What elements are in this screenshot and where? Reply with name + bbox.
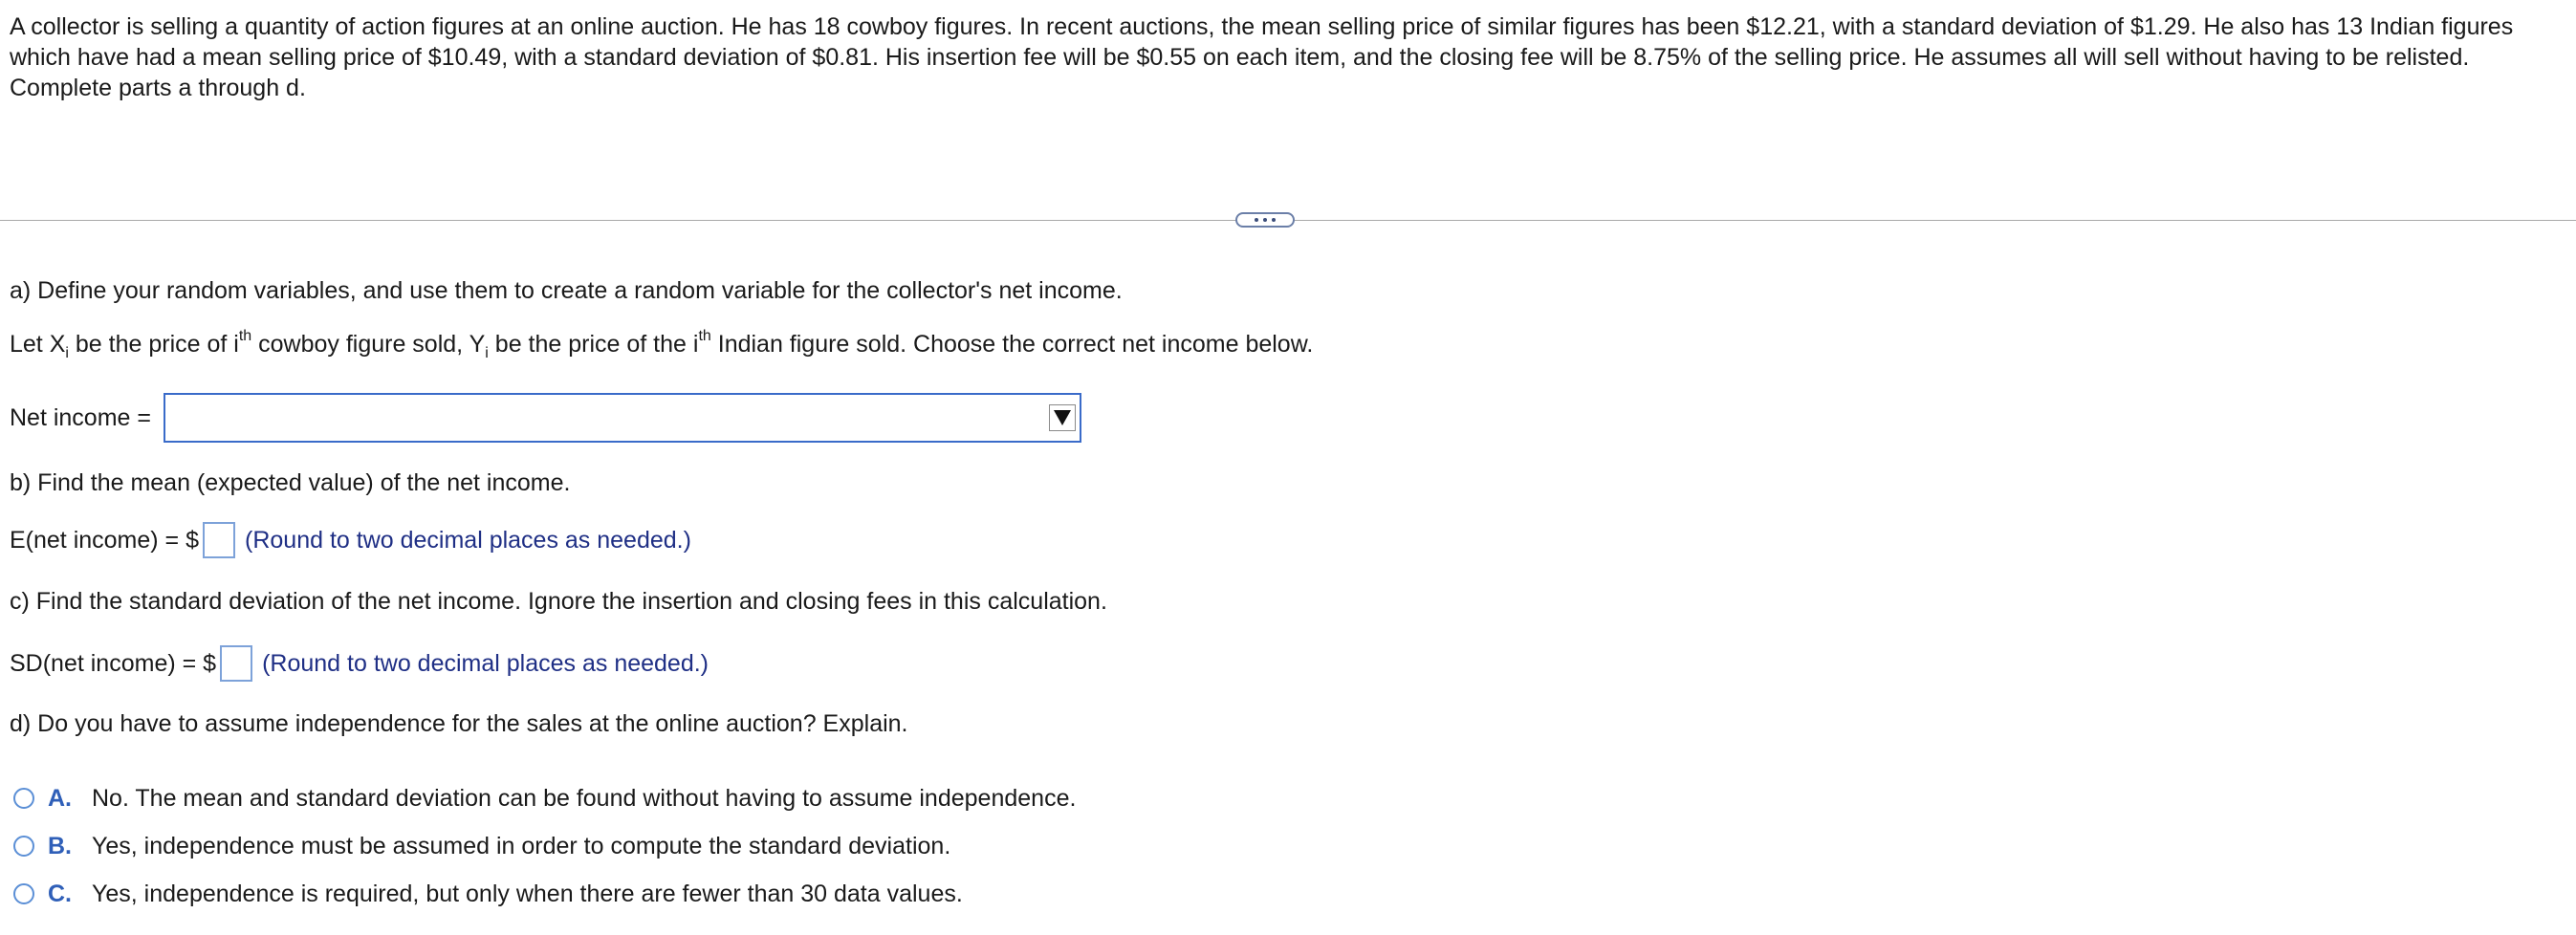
rounding-hint: (Round to two decimal places as needed.) xyxy=(262,650,709,677)
sd-label: SD(net income) = $ xyxy=(10,650,217,677)
rounding-hint: (Round to two decimal places as needed.) xyxy=(245,527,691,554)
option-letter: B. xyxy=(48,833,72,859)
option-letter: A. xyxy=(48,785,72,812)
expected-value-label: E(net income) = $ xyxy=(10,527,200,554)
question-text: A collector is selling a quantity of action figures at an online auction. He has 18 cowboy figures. In recent auctions, the mean selling price of similar figures has been $12.21, with a standard deviation of $1.29. He also has 13 Indian figures which have had a mean selling price of $10.49, with a standard deviation of $0.81. His insertion fee will be $0.55 on each item, and the closing fee will be 8.75% of the selling price. He assumes all will sell without having to be relisted. Complete parts a through d. xyxy=(10,13,2514,101)
part-b-answer-row xyxy=(10,522,691,558)
option-c[interactable] xyxy=(13,879,963,909)
part-c-prompt: c) Find the standard deviation of the net income. Ignore the insertion and closing fees in this calculation. xyxy=(10,588,1107,615)
ellipsis-icon xyxy=(1255,218,1258,222)
part-b-prompt: b) Find the mean (expected value) of the net income. xyxy=(10,469,571,496)
net-income-dropdown[interactable] xyxy=(164,393,1081,443)
sd-input[interactable] xyxy=(220,645,252,682)
radio-button-icon[interactable] xyxy=(13,883,34,904)
expected-value-input[interactable] xyxy=(203,522,235,558)
more-toggle-button[interactable] xyxy=(1235,212,1295,228)
part-a-prompt: a) Define your random variables, and use them to create a random variable for the collector's net income. xyxy=(10,277,1123,304)
radio-button-icon[interactable] xyxy=(13,836,34,857)
option-b[interactable] xyxy=(13,831,950,861)
part-d-prompt: d) Do you have to assume independence for the sales at the online auction? Explain. xyxy=(10,710,908,737)
part-c-answer-row xyxy=(10,645,709,682)
option-letter: C. xyxy=(48,881,72,907)
net-income-label: Net income = xyxy=(10,404,151,431)
option-text: Yes, independence is required, but only when there are fewer than 30 data values. xyxy=(92,881,963,907)
option-text: Yes, independence must be assumed in order to compute the standard deviation. xyxy=(92,833,951,859)
radio-button-icon[interactable] xyxy=(13,788,34,809)
option-text: No. The mean and standard deviation can be found without having to assume independence. xyxy=(92,785,1077,812)
option-a[interactable] xyxy=(13,783,1076,814)
triangle-down-icon[interactable] xyxy=(1049,404,1076,431)
variable-definition: Let $X_i$ be the price of $i^{th}$ cowboy figure sold, $Y_i$ be the price of the $i^{th}$ Indian figure sold. Choose the correct net income below. xyxy=(10,327,1314,361)
